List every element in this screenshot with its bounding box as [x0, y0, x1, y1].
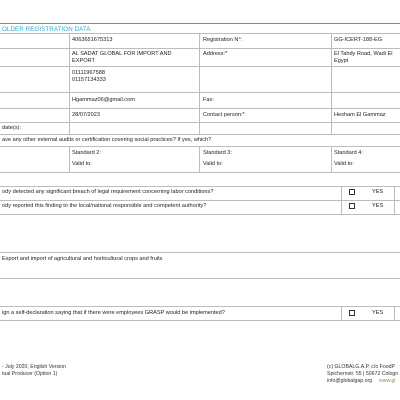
grid-line [331, 34, 332, 134]
producer-number: 4063651675313 [72, 37, 113, 43]
self-declaration-question: ign a self-declaration saying that if there were employees GRASP would be implemented? [2, 310, 225, 316]
grid-line [394, 306, 395, 320]
phone-number-1: 01111967588 [72, 70, 105, 76]
self-declaration-yes-label: YES [372, 310, 384, 316]
registration-value: GG-ICERT-188-EG [334, 37, 383, 43]
grid-line [0, 48, 400, 49]
company-name-line2: EXPORT [72, 58, 95, 64]
contact-person-value: Hesham El Gammaz [334, 112, 386, 118]
dates-label: date(s): [2, 125, 21, 131]
grid-line [0, 146, 400, 147]
address-line1: El Tahdy Road, Wadi El [334, 51, 393, 57]
reported-yes-label: YES [372, 203, 384, 209]
standard-4-label: Standard 4: [334, 150, 363, 156]
email-value: Hgammaz06@gmail.com [72, 97, 135, 103]
valid-to-3-label: Valid to: [203, 161, 223, 167]
grid-line [199, 146, 200, 172]
grid-line [341, 306, 342, 320]
activity-description: Export and import of agricultural and horticultural crops and fruits [2, 256, 163, 262]
reported-question: ody reported this finding to the local/national responsible and competent authority? [2, 203, 207, 209]
grid-line [0, 306, 400, 307]
breach-yes-label: YES [372, 189, 384, 195]
section-title: OLDER REGISTRATION DATA [2, 26, 91, 33]
registration-label: Registration N°: [203, 37, 243, 43]
grid-line [0, 66, 400, 67]
footer-option: tual Producer (Option 1) [2, 371, 58, 377]
phone-number-2: 01157134333 [72, 77, 106, 83]
grid-line [0, 134, 400, 135]
grid-line [0, 92, 400, 93]
self-declaration-yes-checkbox[interactable] [349, 310, 355, 316]
grid-line [199, 34, 200, 134]
date-value: 28/07/2023 [72, 112, 100, 118]
grid-line [0, 278, 400, 279]
grid-line [394, 186, 395, 214]
grid-line [0, 214, 400, 215]
grid-line [0, 122, 400, 123]
section-header [0, 23, 400, 34]
address-line2: Egypt [334, 58, 349, 64]
grid-line [0, 320, 400, 321]
footer-address: Spichernstr. 55 | 50672 Cologn [327, 371, 399, 377]
footer-copyright: (c) GLOBALG.A.P. c/o FoodP [327, 364, 395, 370]
breach-yes-checkbox[interactable] [349, 189, 355, 195]
audits-question: ave any other external audits or certification covering social practices? If yes, which? [2, 137, 212, 143]
breach-question: ody detected any significant breach of legal requirement concerning labor conditions? [2, 189, 214, 195]
footer-version: - July 2020, English Version [2, 364, 67, 370]
grid-line [0, 186, 400, 187]
grid-line [331, 146, 332, 172]
reported-yes-checkbox[interactable] [349, 203, 355, 209]
address-label: Address:* [203, 51, 228, 57]
footer-email[interactable]: info@globalgap.org [327, 378, 373, 384]
valid-to-4-label: Valid to: [334, 161, 354, 167]
grid-line [0, 200, 400, 201]
footer-website-link[interactable]: www.gl [379, 378, 396, 384]
fax-label: Fax: [203, 97, 214, 103]
grid-line [69, 34, 70, 134]
grid-line [0, 172, 400, 173]
company-name-line1: AL SADAT GLOBAL FOR IMPORT AND [72, 51, 172, 57]
valid-to-2-label: Valid to: [72, 161, 92, 167]
grid-line [341, 186, 342, 214]
standard-3-label: Standard 3: [203, 150, 232, 156]
grid-line [0, 108, 400, 109]
grid-line [0, 252, 400, 253]
grid-line [69, 146, 70, 172]
contact-person-label: Contact person:* [203, 112, 245, 118]
standard-2-label: Standard 2: [72, 150, 101, 156]
